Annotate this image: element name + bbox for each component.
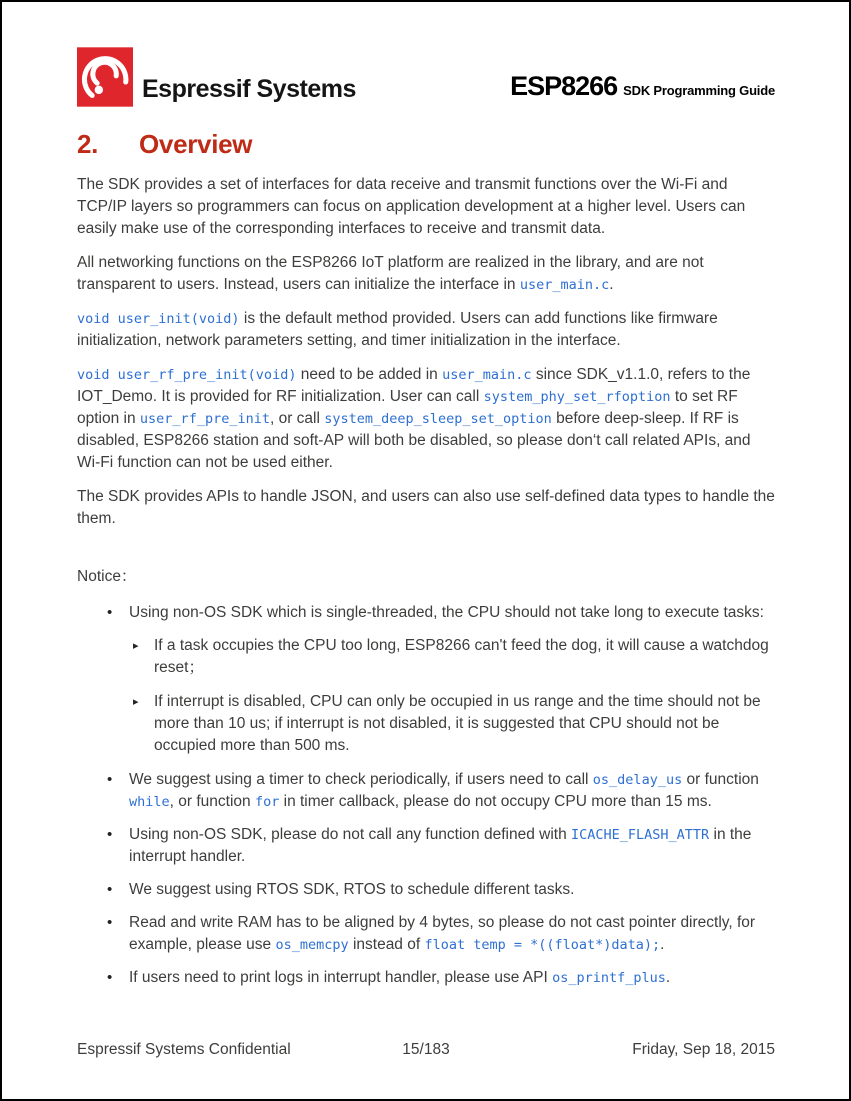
notice-sub-bullet-item <box>77 635 775 679</box>
footer-date: Friday, Sep 18, 2015 <box>632 1041 776 1058</box>
text-run: , or function <box>169 793 255 810</box>
text-run: in timer callback, please do not occupy CPU more than 15 ms. <box>279 793 712 810</box>
paragraph <box>77 174 775 240</box>
text-run: Using non-OS SDK which is single-threaded, the CPU should not take long to execute tasks: <box>129 604 764 621</box>
text-run: We suggest using RTOS SDK, RTOS to schedule different tasks. <box>129 881 575 898</box>
text-run: is the default method provided. Users can add functions like firmware initialization, network parameters setting, and timer initialization in the interface. <box>77 310 718 349</box>
text-run: since SDK_v1.1.0, refers to the IOT_Demo. It is provided for RF initialization. User can call <box>77 366 751 405</box>
inline-code: user_main.c <box>442 367 532 383</box>
text-run: Read and write RAM has to be aligned by 4 bytes, so please do not cast pointer directly, for example, please use <box>129 914 756 953</box>
text-run: in the interrupt handler. <box>129 826 752 865</box>
inline-code: system_deep_sleep_set_option <box>324 411 552 427</box>
paragraph <box>77 486 775 530</box>
inline-code: for <box>254 794 280 810</box>
notice-bullet-item <box>77 769 775 813</box>
bullet-text <box>129 967 775 989</box>
section-heading <box>77 129 775 160</box>
document-footer <box>77 1041 775 1059</box>
notice-bullet-list <box>77 602 775 989</box>
text-run: Using non-OS SDK, please do not call any function defined with <box>129 826 572 843</box>
bullet-icon: • <box>107 826 113 843</box>
paragraph <box>77 308 775 352</box>
espressif-logo-icon <box>77 47 133 107</box>
bullet-text <box>129 912 775 956</box>
text-run: need to be added in <box>296 366 443 383</box>
brand-name: Espressif Systems <box>142 75 356 103</box>
bullet-text <box>129 602 775 624</box>
inline-code: user_rf_pre_init <box>139 411 270 427</box>
notice-bullet-item <box>77 912 775 956</box>
notice-bullet-item <box>77 824 775 868</box>
section-number: 2. <box>77 129 99 159</box>
text-run: We suggest using a timer to check periodically, if users need to call <box>129 771 593 788</box>
inline-code: void user_rf_pre_init(void) <box>77 367 297 383</box>
notice-bullet-item <box>77 879 775 901</box>
brand <box>77 47 356 107</box>
bullet-text <box>154 635 775 679</box>
inline-code: os_memcpy <box>275 937 349 953</box>
document-title-sub: SDK Programming Guide <box>623 83 775 98</box>
bullet-text <box>129 769 775 813</box>
inline-code: ICACHE_FLASH_ATTR <box>571 827 710 843</box>
document-title-main: ESP8266 <box>510 71 618 101</box>
notice-label: Notice： <box>77 568 137 585</box>
text-run: or function <box>682 771 759 788</box>
notice-section <box>77 566 775 989</box>
sub-bullet-icon: ▸ <box>133 640 139 652</box>
document-header <box>77 47 775 107</box>
inline-code: while <box>129 794 170 810</box>
body-paragraphs <box>77 174 775 530</box>
bullet-icon: • <box>107 881 113 898</box>
bullet-text <box>154 691 775 757</box>
text-run: If interrupt is disabled, CPU can only be occupied in us range and the time should not be more than 10 us; if interrupt is not disabled, it is suggested that CPU should not be occupied more than 500 ms. <box>154 693 761 754</box>
inline-code: system_phy_set_rfoption <box>483 389 671 405</box>
paragraph <box>77 252 775 296</box>
bullet-icon: • <box>107 914 113 931</box>
text-run: before deep-sleep. If RF is disabled, ESP8266 station and soft-AP will both be disabled, so please don‘t call related APIs, and Wi-Fi function can not be used either. <box>77 410 751 471</box>
text-run: The SDK provides APIs to handle JSON, and users can also use self-defined data types to handle the them. <box>77 488 775 527</box>
text-run: . <box>665 969 671 986</box>
inline-code: float temp = *((float*)data); <box>424 937 661 953</box>
inline-code: os_delay_us <box>592 772 683 788</box>
text-run: , or call <box>269 410 325 427</box>
bullet-icon: • <box>107 771 113 788</box>
bullet-text <box>129 824 775 868</box>
text-run: . <box>660 936 665 953</box>
notice-sub-bullet-item <box>77 691 775 757</box>
text-run: . <box>609 276 614 293</box>
text-run: All networking functions on the ESP8266 IoT platform are realized in the library, and are not transparent to users. Instead, users can initialize the interface in <box>77 254 704 293</box>
bullet-text <box>129 879 775 901</box>
text-run: to set RF option in <box>77 388 738 427</box>
text-run: If users need to print logs in interrupt handler, please use API <box>129 969 553 986</box>
inline-code: user_main.c <box>519 277 610 293</box>
footer-confidential: Espressif Systems Confidential <box>77 1041 291 1058</box>
document-title <box>510 71 775 102</box>
sub-bullet-icon: ▸ <box>133 696 139 708</box>
paragraph <box>77 364 775 474</box>
bullet-icon: • <box>107 969 113 986</box>
section-title: Overview <box>139 129 253 159</box>
inline-code: os_printf_plus <box>552 970 666 986</box>
footer-page-number: 15/183 <box>402 1041 450 1058</box>
inline-code: void user_init(void) <box>77 311 240 327</box>
bullet-icon: • <box>107 604 113 621</box>
text-run: If a task occupies the CPU too long, ESP8266 can't feed the dog, it will cause a watchdog reset； <box>154 637 769 676</box>
text-run: instead of <box>348 936 425 953</box>
notice-bullet-item <box>77 967 775 989</box>
text-run: The SDK provides a set of interfaces for data receive and transmit functions over the Wi-Fi and TCP/IP layers so programmers can focus on application development at a higher level. Users can easily make use of the corresponding interfaces to receive and transmit data. <box>77 176 746 237</box>
notice-bullet-item <box>77 602 775 624</box>
